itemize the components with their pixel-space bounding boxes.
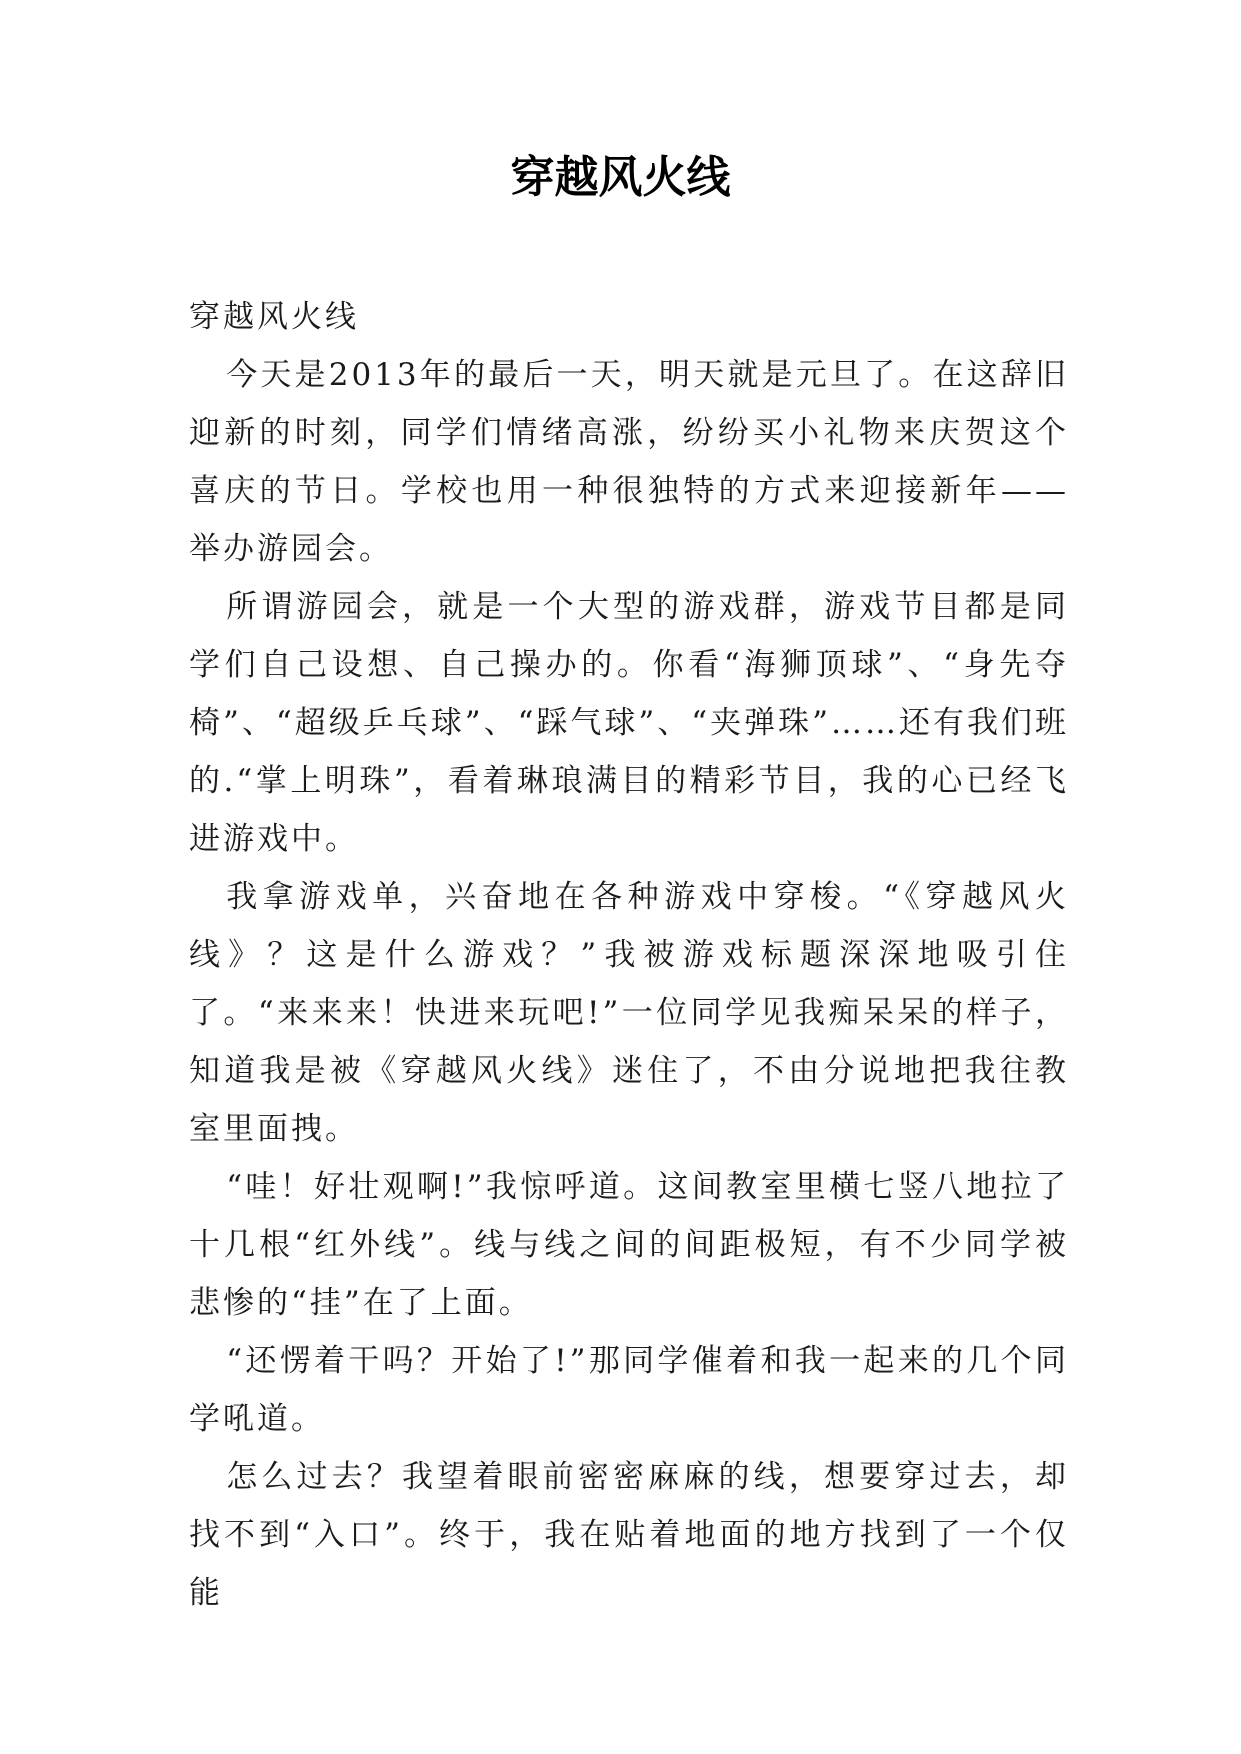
paragraph: 我拿游戏单，兴奋地在各种游戏中穿梭。“《穿越风火线》？这是什么游戏？”我被游戏标题深深地吸引住了。“来来来！快进来玩吧!”一位同学见我痴呆呆的样子，知道我是被《穿越风火线》迷住了，不由分说地把我往教室里面拽。 [189,879,1069,1147]
document-body [189,288,1069,1622]
paragraph: 今天是2013年的最后一天，明天就是元旦了。在这辞旧迎新的时刻，同学们情绪高涨，纷纷买小礼物来庆贺这个喜庆的节日。学校也用一种很独特的方式来迎接新年——举办游园会。 [189,357,1069,567]
document-title: 穿越风火线 [510,152,731,203]
paragraph: “哇！好壮观啊!”我惊呼道。这间教室里横七竖八地拉了十几根“红外线”。线与线之间的间距极短，有不少同学被悲惨的“挂”在了上面。 [189,1169,1069,1321]
paragraph-subtitle: 穿越风火线 [189,299,359,335]
paragraph: 怎么过去？我望着眼前密密麻麻的线，想要穿过去，却找不到“入口”。终于，我在贴着地面的地方找到了一个仅能 [189,1459,1069,1611]
paragraph: “还愣着干吗？开始了!”那同学催着和我一起来的几个同学吼道。 [189,1343,1069,1437]
paragraph: 所谓游园会，就是一个大型的游戏群，游戏节目都是同学们自己设想、自己操办的。你看“海狮顶球”、“身先夺椅”、“超级乒乓球”、“踩气球”、“夹弹珠”……还有我们班的.“掌上明珠”，看着琳琅满目的精彩节目，我的心已经飞进游戏中。 [189,589,1069,857]
